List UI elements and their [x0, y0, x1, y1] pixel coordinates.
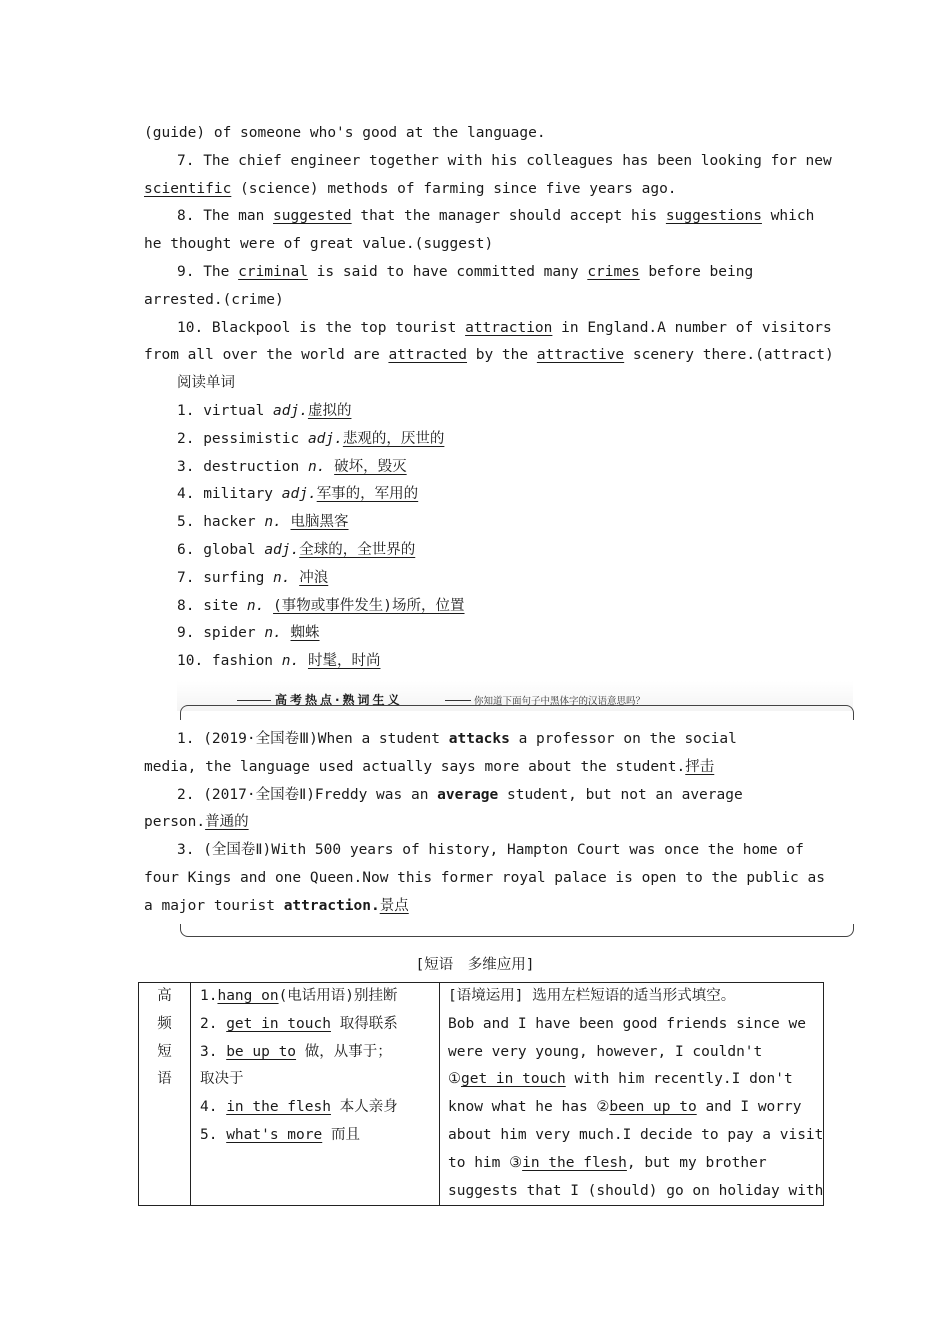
- text-line: [177, 729, 817, 749]
- text-run: [282, 625, 291, 641]
- answer-text: what's more: [226, 1126, 323, 1143]
- answer-text: 景点: [379, 897, 409, 914]
- text-run: 10. Blackpool is the top tourist: [177, 319, 466, 336]
- text-line: [177, 262, 817, 282]
- text-run: 10. fashion: [177, 653, 282, 670]
- phrase-line: [200, 1094, 439, 1122]
- banner-title: 高考热点·熟词生义: [275, 693, 403, 707]
- text-run: 取决于: [200, 1071, 244, 1088]
- text-run: which: [761, 208, 815, 225]
- text-run: 2.: [200, 1015, 227, 1032]
- text-line: [177, 785, 817, 805]
- text-line: [177, 651, 817, 671]
- text-run: scenery there.(attract): [624, 347, 834, 364]
- text-run: [282, 514, 291, 530]
- bold-keyword: attraction.: [283, 897, 380, 914]
- answer-text: be up to: [226, 1043, 297, 1060]
- text-run: 6. global: [177, 542, 265, 558]
- part-of-speech: adj.: [273, 403, 308, 419]
- phrase-line: [200, 1039, 439, 1067]
- text-run: 而且: [322, 1126, 360, 1143]
- part-of-speech: n.: [307, 458, 326, 475]
- text-line: [177, 318, 832, 338]
- text-line: [144, 234, 814, 254]
- text-run: (science) methods of farming since five years ago.: [231, 180, 677, 197]
- text-run: [语境运用] 选用左栏短语的适当形式填空。: [448, 988, 736, 1004]
- text-run: know what he has ②: [448, 1099, 610, 1116]
- answer-text: suggestions: [665, 208, 762, 225]
- text-run: 做，从事于；: [296, 1043, 392, 1060]
- part-of-speech: adj.: [264, 542, 300, 558]
- text-run: suggests that I (should) go on holiday with: [448, 1182, 824, 1199]
- text-run: 8. The man: [177, 208, 274, 225]
- answer-text: 军事的，军用的: [316, 486, 419, 503]
- bold-keyword: attacks: [448, 731, 510, 747]
- text-run: 3.: [200, 1043, 227, 1060]
- text-line: [144, 868, 825, 888]
- text-run: 4. military: [177, 486, 282, 503]
- text-run: he thought were of great value.(suggest): [144, 236, 494, 253]
- answer-text: hang on: [217, 988, 279, 1004]
- hot-words-banner: [177, 681, 853, 725]
- answer-text: 悲观的，厌世的: [342, 430, 445, 447]
- text-run: by the: [467, 347, 537, 364]
- answer-text: attracted: [388, 347, 468, 364]
- text-run: [291, 570, 300, 586]
- banner-rule: [445, 700, 471, 701]
- text-run: 3. (全国卷Ⅱ)With 500 years of history, Hampton Court was once the home of: [177, 842, 804, 859]
- text-line: [177, 457, 817, 477]
- exercise-line: [448, 1094, 823, 1122]
- category-char: 短: [157, 1043, 172, 1060]
- answer-text: 蜘蛛: [290, 625, 320, 642]
- answer-text: 时髦，时尚: [307, 653, 381, 670]
- text-line: [177, 540, 817, 560]
- answer-text: been up to: [609, 1099, 697, 1116]
- section-title: [短语 多维应用]: [415, 957, 535, 973]
- text-line: [177, 596, 817, 616]
- phrase-table: [138, 982, 824, 1206]
- text-run: a professor on the social: [509, 731, 737, 747]
- text-run: 5.: [200, 1126, 227, 1143]
- text-run: arrested.(crime): [144, 291, 284, 308]
- table-exercise-cell: [440, 983, 824, 1206]
- exercise-line: [448, 1150, 823, 1178]
- text-run: 4.: [200, 1099, 227, 1116]
- part-of-speech: n.: [281, 653, 300, 670]
- text-run: [325, 459, 334, 475]
- text-line: [144, 179, 814, 199]
- text-run: 3. destruction: [177, 458, 308, 475]
- answer-text: get in touch: [461, 1071, 566, 1088]
- answer-text: get in touch: [226, 1015, 331, 1032]
- text-run: 9. The: [177, 264, 239, 280]
- text-run: and I worry: [696, 1099, 802, 1116]
- text-run: , but my brother: [626, 1154, 767, 1171]
- exercise-line: [448, 983, 823, 1011]
- text-run: 2. (2017·全国卷Ⅱ)Freddy was an: [177, 786, 438, 803]
- text-run: 9. spider: [177, 625, 265, 642]
- text-run: 1. virtual: [177, 403, 274, 419]
- text-line: [177, 206, 817, 226]
- answer-text: 普通的: [205, 814, 249, 831]
- answer-text: 抨击: [685, 758, 715, 775]
- text-run: 2. pessimistic: [177, 430, 308, 447]
- text-run: Bob and I have been good friends since we: [448, 1015, 806, 1032]
- text-run: media, the language used actually says more about the student.: [144, 758, 686, 775]
- text-run: in England.A number of visitors: [552, 319, 832, 336]
- text-line: [144, 345, 834, 365]
- text-run: about him very much.I decide to pay a visit: [448, 1126, 824, 1143]
- answer-text: 虚拟的: [307, 403, 352, 419]
- text-line: [177, 401, 817, 421]
- table-row: [139, 983, 824, 1206]
- answer-text: 破坏，毁灭: [334, 458, 407, 475]
- part-of-speech: n.: [246, 597, 265, 614]
- text-run: 取得联系: [330, 1015, 398, 1032]
- text-run: 阅读单词: [177, 375, 235, 392]
- text-run: 5. hacker: [177, 514, 265, 531]
- text-line: [177, 373, 817, 393]
- text-run: 7. surfing: [177, 569, 274, 586]
- answer-text: crimes: [587, 264, 640, 280]
- answer-text: 电脑黑客: [290, 514, 349, 531]
- exercise-line: [448, 1011, 823, 1039]
- part-of-speech: n.: [264, 514, 282, 531]
- text-run: from all over the world are: [144, 347, 389, 364]
- answer-text: criminal: [238, 264, 308, 280]
- answer-text: scientific: [144, 180, 232, 197]
- text-run: four Kings and one Queen.Now this former royal palace is open to the public as: [144, 870, 825, 886]
- part-of-speech: adj.: [307, 430, 343, 447]
- phrase-line: [200, 1122, 439, 1150]
- text-run: 7. The chief engineer together with his colleagues has been looking for new: [177, 152, 832, 169]
- text-run: is said to have committed many: [307, 264, 588, 280]
- exercise-line: [448, 1178, 823, 1206]
- text-run: [264, 598, 273, 614]
- text-line: [144, 812, 814, 832]
- exercise-line: [448, 1066, 823, 1094]
- category-char: 频: [157, 1015, 172, 1032]
- text-run: [299, 653, 308, 669]
- answer-text: 冲浪: [299, 569, 329, 586]
- text-run: with him recently.I don't: [565, 1071, 793, 1088]
- part-of-speech: n.: [264, 625, 282, 642]
- text-line: [144, 290, 814, 310]
- text-line: [177, 484, 817, 504]
- text-run: 本人亲身: [330, 1099, 398, 1116]
- text-run: 1.: [200, 988, 218, 1004]
- text-run: (电话用语)别挂断: [278, 988, 398, 1004]
- answer-text: 全球的，全世界的: [299, 542, 416, 558]
- table-category-cell: [139, 983, 191, 1206]
- phrase-line: [200, 983, 439, 1011]
- table-phrase-cell: [191, 983, 440, 1206]
- answer-text: attraction: [465, 319, 553, 336]
- banner-subtitle: 你知道下面句子中黑体字的汉语意思吗？: [474, 696, 646, 707]
- text-run: were very young, however, I couldn't: [448, 1043, 763, 1060]
- category-char: 语: [157, 1071, 172, 1088]
- text-line: [144, 123, 814, 143]
- text-run: 8. site: [177, 597, 247, 614]
- text-line: [144, 757, 814, 777]
- text-line: [177, 429, 817, 449]
- category-char: 高: [157, 988, 172, 1004]
- text-line: [177, 568, 817, 588]
- text-run: that the manager should accept his: [351, 208, 666, 225]
- answer-text: suggested: [273, 208, 352, 225]
- text-line: [177, 840, 817, 860]
- answer-text: attractive: [536, 347, 625, 364]
- exercise-line: [448, 1039, 823, 1067]
- text-line: [177, 623, 817, 643]
- banner-frame-bottom: [180, 924, 854, 937]
- answer-text: in the flesh: [522, 1154, 627, 1171]
- exercise-line: [448, 1122, 823, 1150]
- text-run: to him ③: [448, 1154, 523, 1171]
- phrase-line: [200, 1011, 439, 1039]
- text-line: [177, 151, 832, 171]
- banner-frame-top: [180, 705, 854, 720]
- banner-rule: [237, 700, 271, 701]
- text-run: 1. (2019·全国卷Ⅲ)When a student: [177, 731, 449, 747]
- text-run: (guide) of someone who's good at the language.: [144, 125, 546, 141]
- text-run: student, but not an average: [498, 786, 743, 803]
- text-run: ①: [448, 1071, 461, 1088]
- part-of-speech: n.: [273, 569, 291, 586]
- text-line: [177, 512, 817, 532]
- bold-keyword: average: [437, 786, 499, 803]
- text-run: a major tourist: [144, 897, 284, 914]
- text-run: person.: [144, 814, 206, 831]
- part-of-speech: adj.: [281, 486, 317, 503]
- phrase-line: [200, 1066, 439, 1094]
- answer-text: in the flesh: [226, 1099, 331, 1116]
- text-line: [144, 896, 814, 916]
- text-run: before being: [639, 264, 754, 280]
- answer-text: (事物或事件发生)场所，位置: [273, 597, 465, 614]
